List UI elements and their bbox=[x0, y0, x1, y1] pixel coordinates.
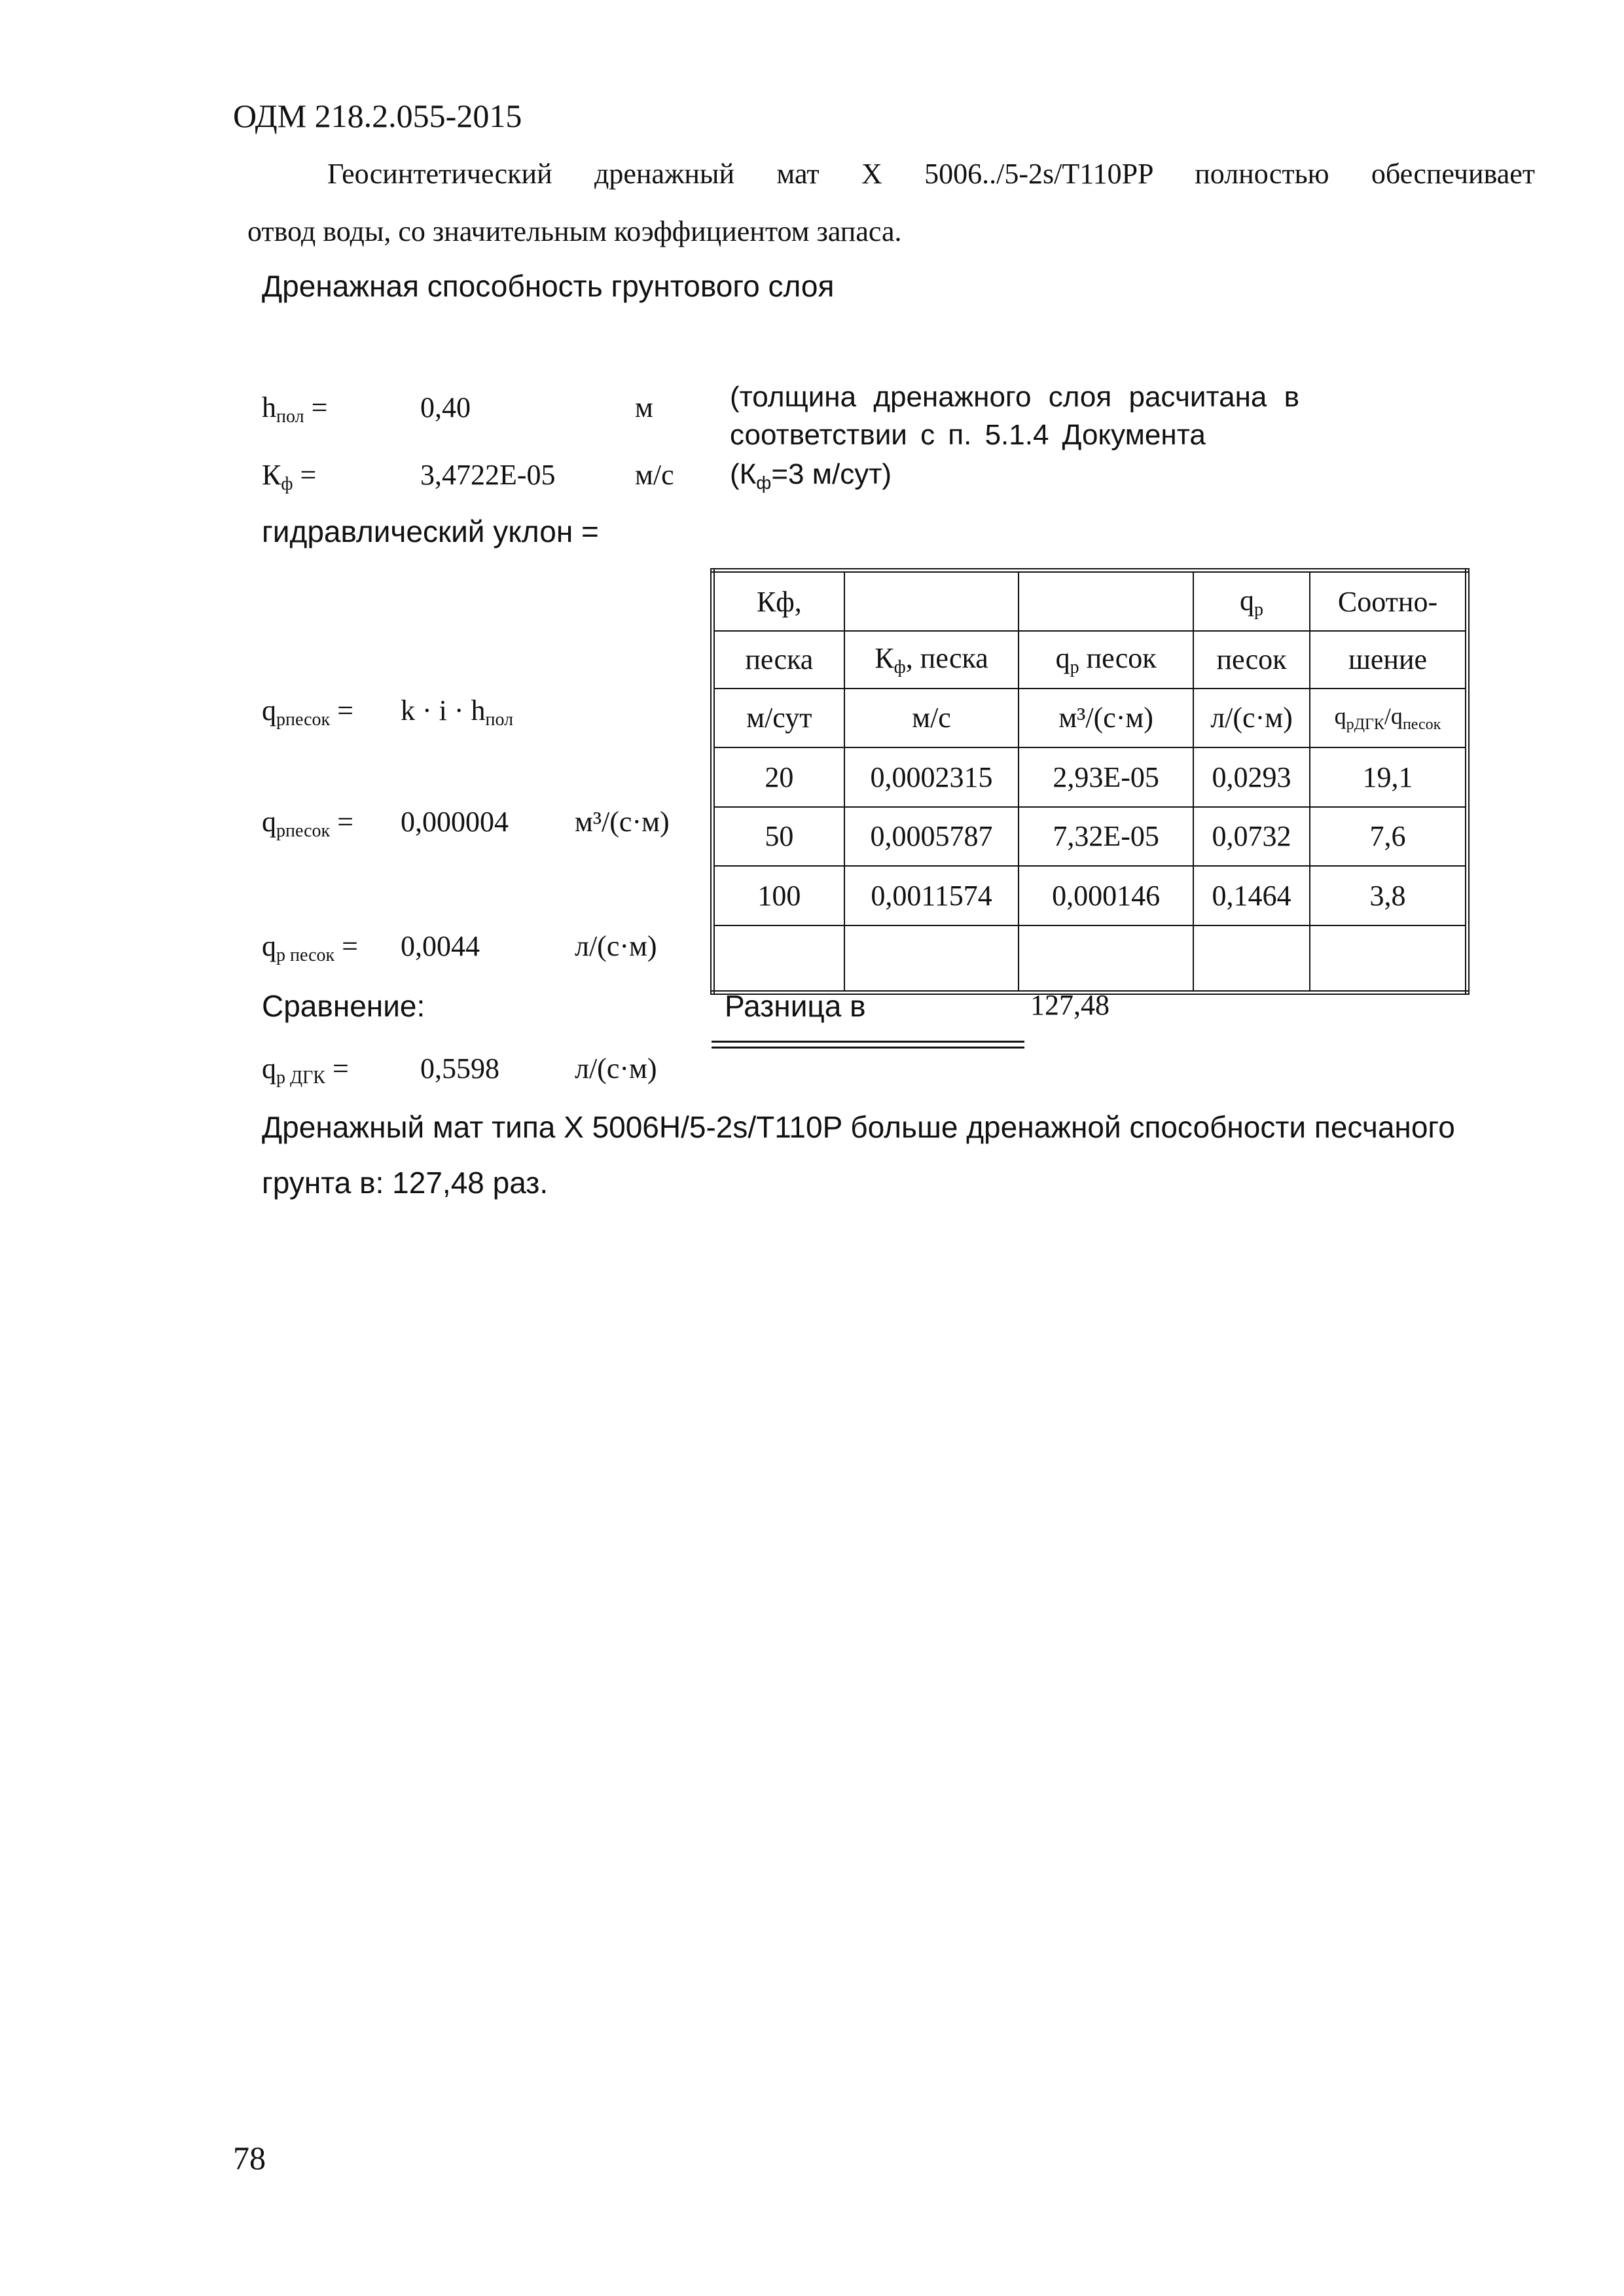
header-cell bbox=[1019, 571, 1193, 632]
difference-label: Разница в bbox=[725, 989, 866, 1023]
page-number: 78 bbox=[233, 2140, 266, 2176]
header-cell: Кф, bbox=[713, 571, 844, 632]
table-cell: 0,0732 bbox=[1193, 807, 1310, 867]
document-code: ОДМ 218.2.055-2015 bbox=[233, 98, 522, 134]
thickness-note-line-2: соответствии с п. 5.1.4 Документа bbox=[730, 419, 1206, 451]
table-cell: 0,0002315 bbox=[844, 747, 1019, 807]
q-value-label-m3: $q_{рпесок}$ = bbox=[262, 806, 353, 841]
q-unit-l: л/(с·м) bbox=[575, 930, 657, 962]
q-formula-label: $q_{рпесок}$ = bbox=[262, 694, 353, 730]
q-value-label-l: $q_{р песок}$ = bbox=[262, 930, 358, 965]
h-label: $h_{пол}$ = bbox=[262, 391, 328, 427]
q-dgk-value: 0,5598 bbox=[420, 1052, 499, 1085]
drainage-table bbox=[710, 568, 1470, 995]
header-cell: Соотно- bbox=[1310, 571, 1467, 632]
table-cell: 7,6 bbox=[1310, 807, 1467, 867]
conclusion-line-2: грунта в: 127,48 раз. bbox=[262, 1166, 549, 1200]
header-cell bbox=[844, 571, 1019, 632]
conclusion-line-1: Дренажный мат типа X 5006H/5-2s/T110P больше дренажной способности песчаного bbox=[262, 1110, 1455, 1144]
h-unit: м bbox=[635, 391, 653, 423]
table-cell: 0,0293 bbox=[1193, 747, 1310, 807]
q-unit-m3: м³/(с·м) bbox=[575, 806, 670, 838]
table-cell: 0,1464 bbox=[1193, 866, 1310, 925]
difference-value: 127,48 bbox=[1030, 989, 1110, 1021]
q-value-l: 0,0044 bbox=[401, 930, 480, 962]
table-row bbox=[713, 747, 1468, 807]
table-cell: 20 bbox=[713, 747, 844, 807]
table-cell: 0,0011574 bbox=[844, 866, 1019, 925]
table-cell: 0,000146 bbox=[1019, 866, 1193, 925]
table-cell: 19,1 bbox=[1310, 747, 1467, 807]
q-dgk-unit: л/(с·м) bbox=[575, 1052, 657, 1085]
unit-cell: м³/(с·м) bbox=[1019, 689, 1193, 748]
unit-cell: м/с bbox=[844, 689, 1019, 748]
table-cell: 50 bbox=[713, 807, 844, 867]
table-row bbox=[713, 807, 1468, 867]
unit-cell: $q_{рДГК}/q_{песок}$ bbox=[1310, 689, 1467, 748]
table-cell: 2,93E-05 bbox=[1019, 747, 1193, 807]
table-row-empty bbox=[713, 925, 1468, 993]
table-units-row bbox=[713, 689, 1468, 748]
k-unit: м/с bbox=[635, 459, 674, 491]
table-row bbox=[713, 866, 1468, 925]
intro-line-1: Геосинтетический дренажный мат X 5006../5-2s/T110PP полностью обеспечивает bbox=[327, 158, 1535, 190]
header-cell: $q_р$ песок bbox=[1019, 631, 1193, 688]
section-title: Дренажная способность грунтового слоя bbox=[262, 269, 835, 303]
comparison-label: Сравнение: bbox=[262, 989, 425, 1023]
table-cell bbox=[713, 925, 844, 993]
table-cell: 100 bbox=[713, 866, 844, 925]
table-cell: 0,0005787 bbox=[844, 807, 1019, 867]
intro-line-2: отвод воды, со значительным коэффициентом запаса. bbox=[247, 215, 902, 247]
slope-label: гидравлический уклон = bbox=[262, 514, 599, 548]
header-cell: $К_ф$, песка bbox=[844, 631, 1019, 688]
q-value-m3: 0,000004 bbox=[401, 806, 509, 838]
k-label: $К_ф$ = bbox=[262, 459, 317, 494]
table-cell bbox=[844, 925, 1019, 993]
h-value: 0,40 bbox=[420, 391, 471, 423]
unit-cell: м/сут bbox=[713, 689, 844, 748]
table-cell: 7,32E-05 bbox=[1019, 807, 1193, 867]
table-cell bbox=[1310, 925, 1467, 993]
table-cell bbox=[1193, 925, 1310, 993]
table-header-row-1 bbox=[713, 571, 1468, 632]
table-cell: 3,8 bbox=[1310, 866, 1467, 925]
q-formula: $k \cdot i \cdot h_{пол}$ bbox=[401, 694, 514, 730]
header-cell: $q_р$ bbox=[1193, 571, 1310, 632]
header-cell: песок bbox=[1193, 631, 1310, 688]
thickness-note-line-1: (толщина дренажного слоя расчитана в bbox=[730, 381, 1299, 413]
header-cell: шение bbox=[1310, 631, 1467, 688]
unit-cell: л/(с·м) bbox=[1193, 689, 1310, 748]
q-dgk-label: $q_{р ДГК}$ = bbox=[262, 1052, 349, 1088]
table-cell bbox=[1019, 925, 1193, 993]
table-header-row-2 bbox=[713, 631, 1468, 688]
k-note: ($К_ф=3$ м/сут) bbox=[730, 458, 892, 493]
k-value: 3,4722E-05 bbox=[420, 459, 556, 491]
double-underline bbox=[712, 1041, 1024, 1049]
header-cell: песка bbox=[713, 631, 844, 688]
